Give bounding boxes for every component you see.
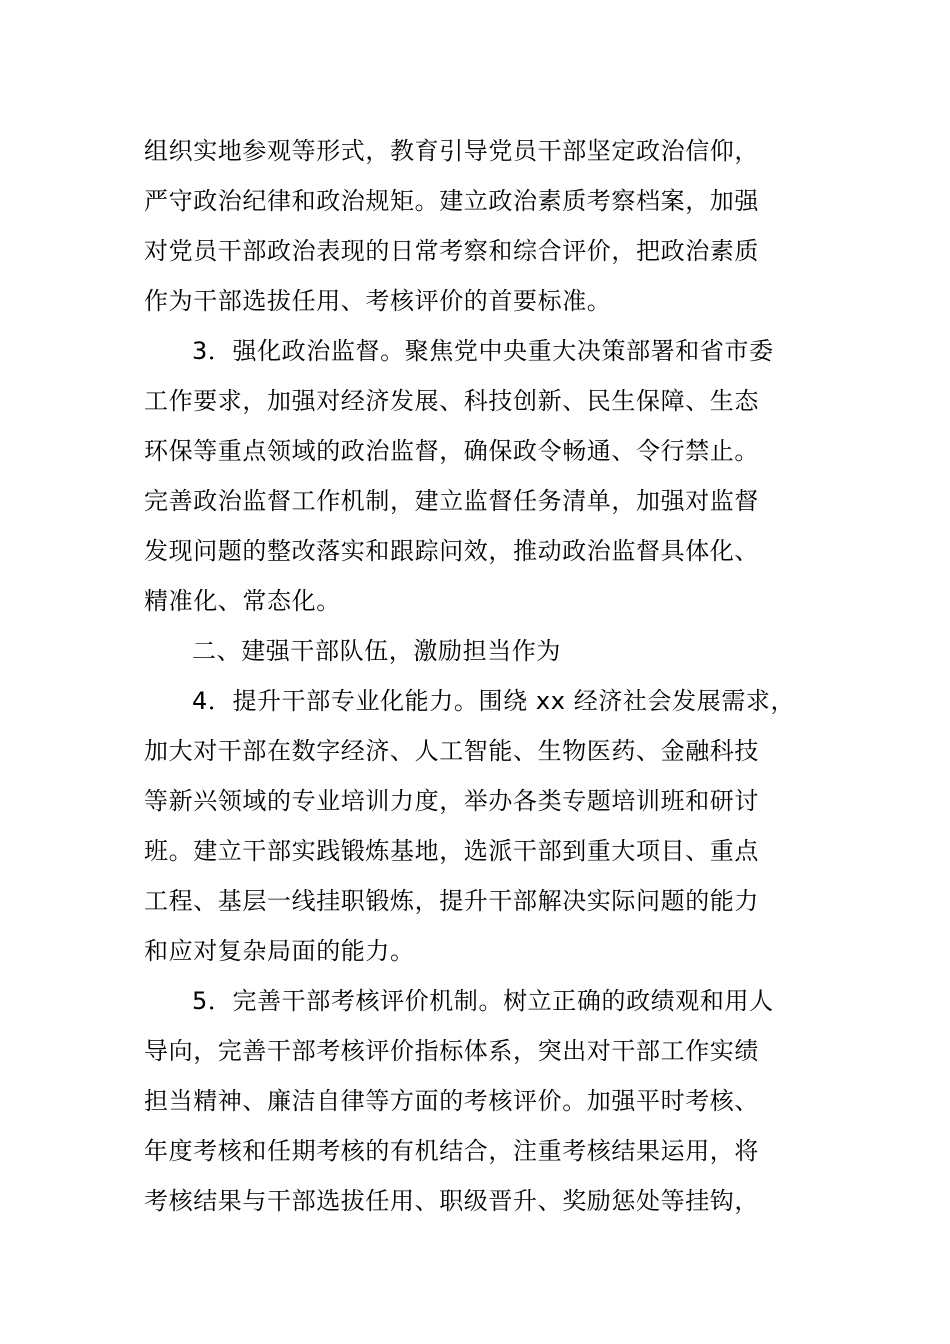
paragraph-line: 班。建立干部实践锻炼基地，选派干部到重大项目、重点 — [144, 837, 759, 865]
section-2-heading: 二、建强干部队伍，激励担当作为 — [192, 637, 561, 665]
paragraph-line: 严守政治纪律和政治规矩。建立政治素质考察档案，加强 — [144, 187, 759, 215]
paragraph-line: 完善政治监督工作机制，建立监督任务清单，加强对监督 — [144, 487, 759, 515]
paragraph-line: 考核结果与干部选拔任用、职级晋升、奖励惩处等挂钩， — [144, 1187, 759, 1215]
paragraph-line: 担当精神、廉洁自律等方面的考核评价。加强平时考核、 — [144, 1087, 759, 1115]
paragraph-line: 环保等重点领域的政治监督，确保政令畅通、令行禁止。 — [144, 437, 759, 465]
paragraph-line: 导向，完善干部考核评价指标体系，突出对干部工作实绩 — [144, 1037, 759, 1065]
item-5-heading-line: 5．完善干部考核评价机制。树立正确的政绩观和用人 — [192, 987, 774, 1015]
paragraph-line: 发现问题的整改落实和跟踪问效，推动政治监督具体化、 — [144, 537, 759, 565]
paragraph-line: 对党员干部政治表现的日常考察和综合评价，把政治素质 — [144, 237, 759, 265]
paragraph-line: 组织实地参观等形式，教育引导党员干部坚定政治信仰， — [144, 137, 759, 165]
paragraph-line: 年度考核和任期考核的有机结合，注重考核结果运用，将 — [144, 1137, 759, 1165]
paragraph-line: 工作要求，加强对经济发展、科技创新、民生保障、生态 — [144, 387, 759, 415]
item-4-heading-line: 4．提升干部专业化能力。围绕 xx 经济社会发展需求， — [192, 687, 796, 715]
paragraph-line: 等新兴领域的专业培训力度，举办各类专题培训班和研讨 — [144, 787, 759, 815]
document-body — [144, 126, 824, 1226]
paragraph-line: 作为干部选拔任用、考核评价的首要标准。 — [144, 287, 612, 315]
paragraph-line: 和应对复杂局面的能力。 — [144, 937, 415, 965]
paragraph-line: 精准化、常态化。 — [144, 587, 341, 615]
paragraph-line: 工程、基层一线挂职锻炼，提升干部解决实际问题的能力 — [144, 887, 759, 915]
item-3-heading-line: 3．强化政治监督。聚焦党中央重大决策部署和省市委 — [192, 337, 774, 365]
paragraph-line: 加大对干部在数字经济、人工智能、生物医药、金融科技 — [144, 737, 759, 765]
